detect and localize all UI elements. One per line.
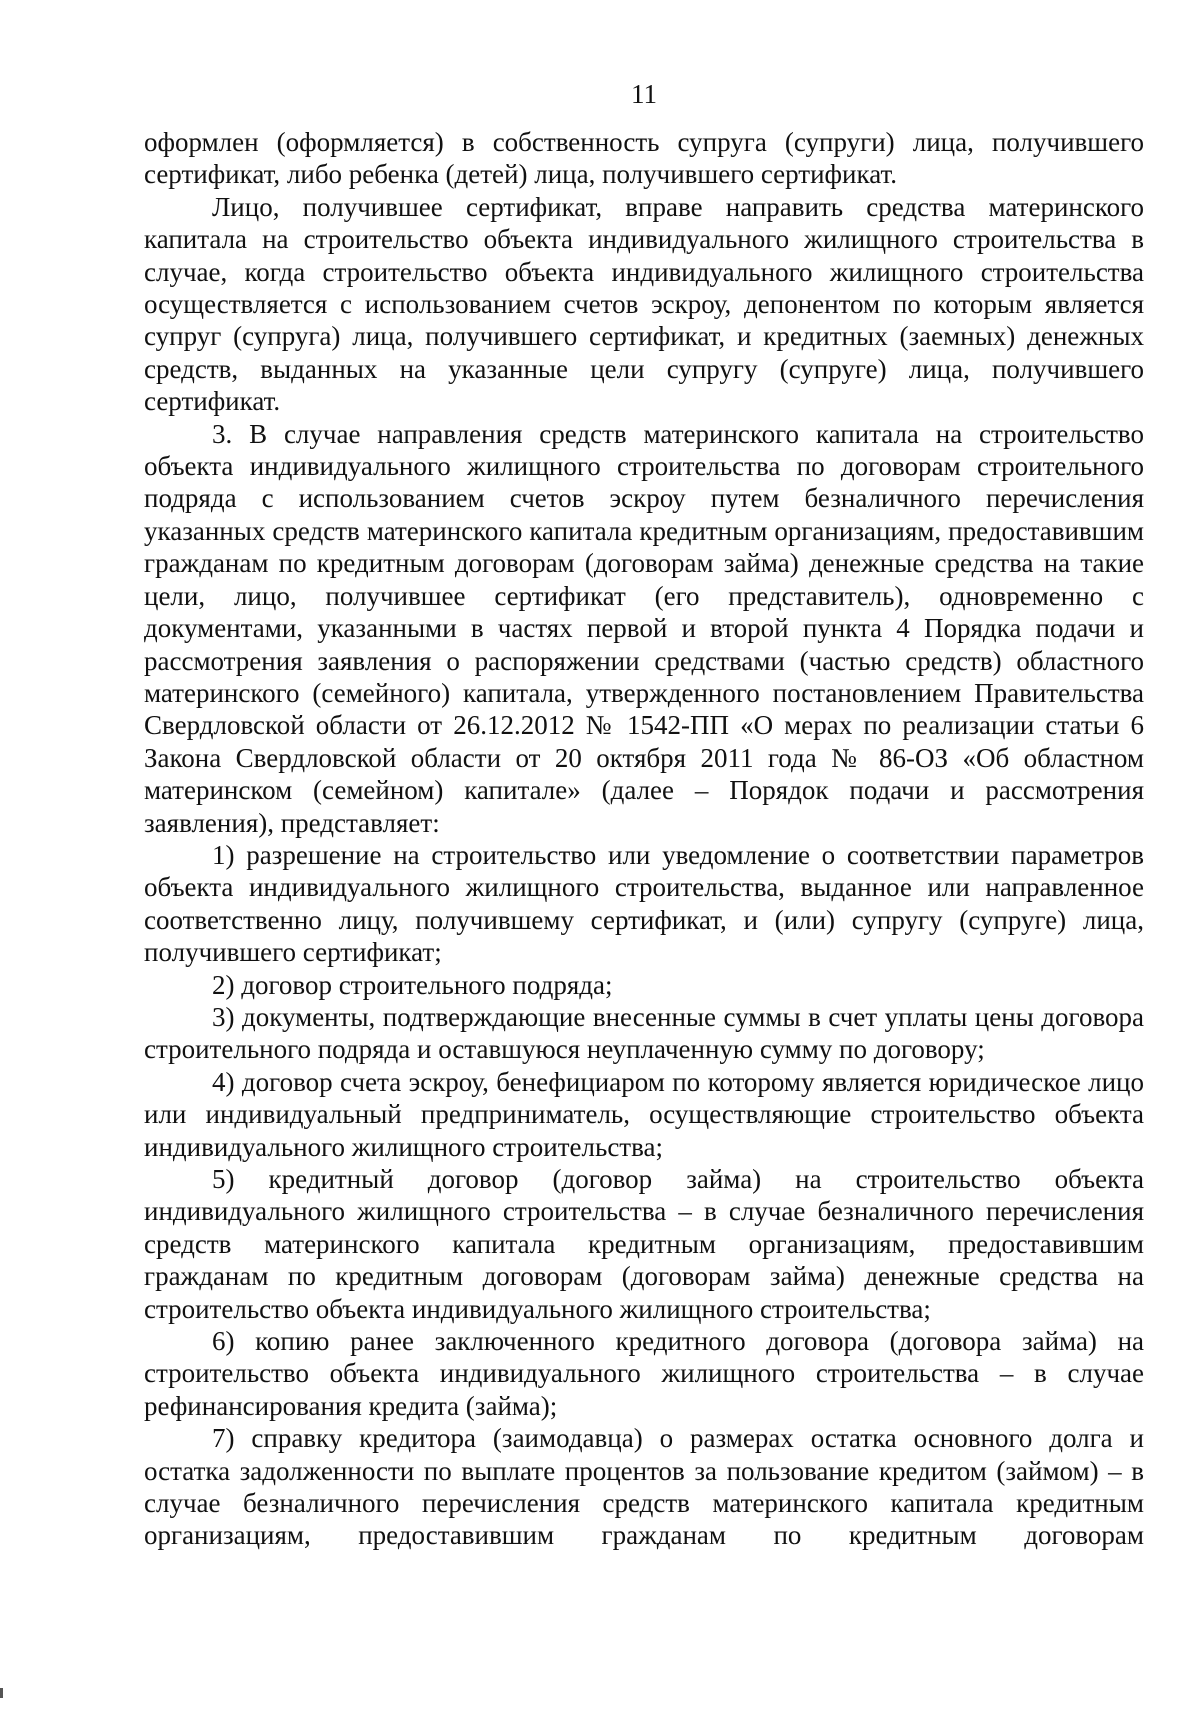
list-item-5: 5) кредитный договор (договор займа) на строительство объекта индивидуального жилищного строительства – в случае безналичного перечисления средств материнского капитала кредитным организациям, предоставившим гражданам по кредитным договорам (договорам займа) денежные средства на строительство объекта индивидуального жилищного строительства; [144,1164,1144,1324]
paragraph-item-3: 3. В случае направления средств материнского капитала на строительство объекта индивидуального жилищного строительства по договорам строительного подряда с использованием счетов эскроу путем безналичного перечисления указанных средств материнского капитала кредитным организациям, предоставившим гражданам по кредитным договорам (договорам займа) денежные средства на такие цели, лицо, получившее сертификат (его представитель), одновременно с документами, указанными в частях первой и второй пункта 4 Порядка подачи и рассмотрения заявления о распоряжении средствами (частью средств) областного материнского (семейного) капитала, утвержденного постановлением Правительства Свердловской области от 26.12.2012 № 1542-ПП «О мерах по реализации статьи 6 Закона Свердловской области от 20 октября 2011 года № 86-ОЗ «Об областном материнском (семейном) капитале» (далее – Порядок подачи и рассмотрения заявления), представляет: [144,418,1144,838]
list-item-6: 6) копию ранее заключенного кредитного договора (договора займа) на строительство объекта индивидуального жилищного строительства – в случае рефинансирования кредита (займа); [144,1326,1144,1421]
list-item-2: 2) договор строительного подряда; [212,969,613,1000]
list-item-3: 3) документы, подтверждающие внесенные суммы в счет уплаты цены договора строительного подряда и оставшуюся неуплаченную сумму по договору; [144,1001,1144,1065]
list-item-1: 1) разрешение на строительство или уведомление о соответствии параметров объекта индивидуального жилищного строительства, выданное или направленное соответственно лицу, получившему сертификат, и (или) супругу (супруге) лица, получившего сертификат; [144,839,1144,968]
list-item-4: 4) договор счета эскроу, бенефициаром по которому является юридическое лицо или индивидуальный предприниматель, осуществляющие строительство объекта индивидуального жилищного строительства; [144,1066,1144,1162]
scan-artifact [0,1688,3,1698]
paragraph-escrow-spouse: Лицо, получившее сертификат, вправе направить средства материнского капитала на строительство объекта индивидуального жилищного строительства в случае, когда строительство объекта индивидуального жилищного строительства осуществляется с использованием счетов эскроу, депонентом по которым является супруг (супруга) лица, получившего сертификат, и кредитных (заемных) денежных средств, выданных на указанные цели супругу (супруге) лица, получившего сертификат. [144,191,1144,417]
page-number: 11 [631,79,657,109]
paragraph-continuation: оформлен (оформляется) в собственность супруга (супруги) лица, получившего сертификат, либо ребенка (детей) лица, получившего сертификат. [144,127,1144,190]
document-body [144,126,1144,1552]
list-item-7: 7) справку кредитора (заимодавца) о размерах остатка основного долга и остатка задолженности по выплате процентов за пользование кредитом (займом) – в случае безналичного перечисления средств материнского капитала кредитным организациям, предоставившим гражданам по кредитным договорам [144,1423,1144,1551]
